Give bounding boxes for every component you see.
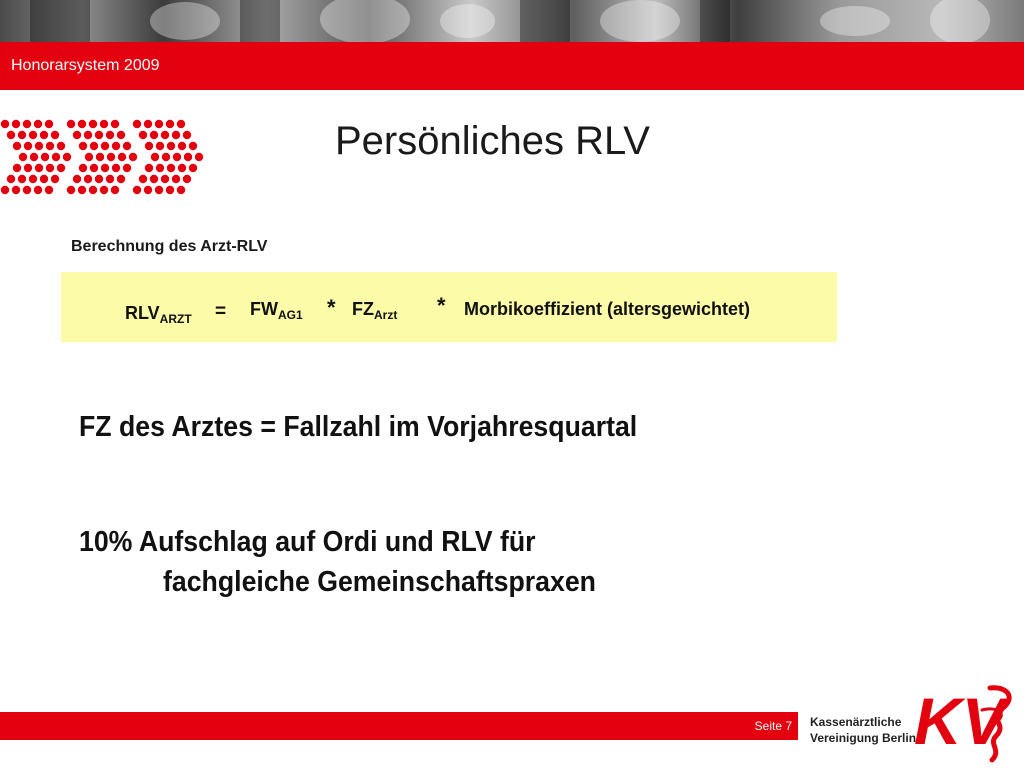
arrow-dot	[52, 153, 60, 161]
arrow-dot	[30, 153, 38, 161]
arrow-dot	[73, 175, 81, 183]
arrow-dot	[107, 153, 115, 161]
arrow-dot	[73, 131, 81, 139]
arrow-dot	[155, 186, 163, 194]
arrow-dot	[78, 120, 86, 128]
formula-box	[61, 272, 837, 342]
arrow-dot	[117, 175, 125, 183]
arrow-dot	[112, 164, 120, 172]
arrow-dot	[166, 186, 174, 194]
arrow-dot	[101, 142, 109, 150]
arrow-dot	[12, 120, 20, 128]
formula-multiply-2: *	[437, 293, 446, 318]
arrow-dots-logo-icon	[0, 118, 215, 198]
arrow-dot	[155, 120, 163, 128]
arrow-dot	[23, 186, 31, 194]
arrow-dot	[144, 120, 152, 128]
arrow-dot	[150, 131, 158, 139]
arrow-dot	[101, 164, 109, 172]
arrow-dot	[123, 142, 131, 150]
kv-mark-text: KV	[914, 684, 1006, 758]
arrow-dot	[117, 131, 125, 139]
arrow-dot	[111, 120, 119, 128]
arrow-dot	[67, 186, 75, 194]
arrow-dot	[29, 131, 37, 139]
header-title: Honorarsystem 2009	[11, 57, 160, 74]
arrow-dot	[177, 120, 185, 128]
arrow-dot	[57, 164, 65, 172]
arrow-dot	[19, 153, 27, 161]
arrow-dot	[51, 175, 59, 183]
formula-morbikoeffizient: Morbikoeffizient (altersgewichtet)	[464, 299, 751, 319]
arrow-dot	[13, 142, 21, 150]
arrow-dot	[1, 120, 9, 128]
bullet-fallzahl: FZ des Arztes = Fallzahl im Vorjahresquartal	[79, 411, 638, 443]
arrow-dot	[112, 142, 120, 150]
arrow-dot	[150, 175, 158, 183]
arrow-dot	[166, 120, 174, 128]
arrow-dot	[189, 142, 197, 150]
kv-berlin-logo	[808, 676, 1024, 768]
arrow-dot	[7, 131, 15, 139]
arrow-dot	[7, 175, 15, 183]
arrow-dot	[85, 153, 93, 161]
arrow-dot	[172, 131, 180, 139]
arrow-dot	[45, 186, 53, 194]
arrow-dot	[46, 142, 54, 150]
arrow-dot	[13, 164, 21, 172]
arrow-dot	[123, 164, 131, 172]
formula-fw: $FW_{AG1}$	[250, 299, 303, 322]
arrow-dot	[40, 131, 48, 139]
arrow-dot	[161, 175, 169, 183]
formula-fz: $FZ_{Arzt}$	[352, 299, 398, 322]
arrow-dot	[89, 186, 97, 194]
arrow-dot	[23, 120, 31, 128]
arrow-dot	[29, 175, 37, 183]
logo-line-2: Vereinigung Berlin	[810, 731, 917, 745]
bullet-aufschlag-line1: 10% Aufschlag auf Ordi und RLV für	[79, 526, 536, 558]
arrow-dot	[95, 175, 103, 183]
formula-multiply-1: *	[327, 295, 336, 320]
arrow-dot	[35, 142, 43, 150]
footer-bar	[0, 712, 802, 740]
arrow-dot	[34, 186, 42, 194]
arrow-dot	[79, 142, 87, 150]
arrow-dot	[145, 142, 153, 150]
arrow-dot	[35, 164, 43, 172]
arrow-dot	[151, 153, 159, 161]
arrow-dot	[90, 164, 98, 172]
formula-equals: =	[215, 301, 227, 322]
arrow-dot	[106, 175, 114, 183]
logo-line-1: Kassenärztliche	[810, 715, 902, 729]
arrow-dot	[133, 186, 141, 194]
bullet-aufschlag-line2: fachgleiche Gemeinschaftspraxen	[163, 566, 596, 598]
arrow-dot	[106, 131, 114, 139]
header-photo-strip	[0, 0, 1024, 42]
arrow-dot	[100, 186, 108, 194]
arrow-dot	[139, 131, 147, 139]
arrow-dot	[144, 186, 152, 194]
arrow-dot	[24, 164, 32, 172]
arrow-dot	[78, 186, 86, 194]
arrow-dot	[156, 142, 164, 150]
arrow-dot	[51, 131, 59, 139]
arrow-dot	[96, 153, 104, 161]
arrow-dot	[18, 131, 26, 139]
footer-separator	[798, 712, 802, 740]
arrow-dot	[195, 153, 203, 161]
arrow-dot	[167, 164, 175, 172]
arrow-dot	[90, 142, 98, 150]
arrow-dot	[100, 120, 108, 128]
arrow-dot	[24, 142, 32, 150]
arrow-dot	[178, 142, 186, 150]
kv-mark-icon	[912, 680, 1020, 764]
arrow-dot	[46, 164, 54, 172]
arrow-dot	[84, 131, 92, 139]
arrow-dot	[162, 153, 170, 161]
arrow-dot	[139, 175, 147, 183]
arrow-dot	[161, 131, 169, 139]
arrow-dot	[95, 131, 103, 139]
arrow-dot	[89, 120, 97, 128]
arrow-dot	[172, 175, 180, 183]
arrow-dot	[156, 164, 164, 172]
arrow-dot	[63, 153, 71, 161]
arrow-dot	[173, 153, 181, 161]
arrow-dot	[40, 175, 48, 183]
slide-title: Persönliches RLV	[335, 119, 650, 163]
arrow-dot	[129, 153, 137, 161]
header-bar	[0, 42, 1024, 90]
arrow-dot	[118, 153, 126, 161]
arrow-dot	[45, 120, 53, 128]
arrow-dot	[79, 164, 87, 172]
arrow-dot	[167, 142, 175, 150]
arrow-dot	[57, 142, 65, 150]
formula-rlv: $RLV_{ARZT}$	[125, 303, 192, 326]
arrow-dot	[1, 186, 9, 194]
arrow-dot	[41, 153, 49, 161]
arrow-dot	[12, 186, 20, 194]
calculation-heading: Berechnung des Arzt-RLV	[71, 238, 268, 255]
arrow-dot	[18, 175, 26, 183]
arrow-dot	[145, 164, 153, 172]
arrow-dot	[183, 131, 191, 139]
arrow-dot	[184, 153, 192, 161]
arrow-dot	[84, 175, 92, 183]
arrow-dot	[67, 120, 75, 128]
page-number: Seite 7	[754, 719, 792, 733]
arrow-dot	[133, 120, 141, 128]
arrow-dot	[177, 186, 185, 194]
arrow-dot	[189, 164, 197, 172]
arrow-dot	[183, 175, 191, 183]
arrow-dot	[34, 120, 42, 128]
arrow-dot	[111, 186, 119, 194]
arrow-dot	[178, 164, 186, 172]
